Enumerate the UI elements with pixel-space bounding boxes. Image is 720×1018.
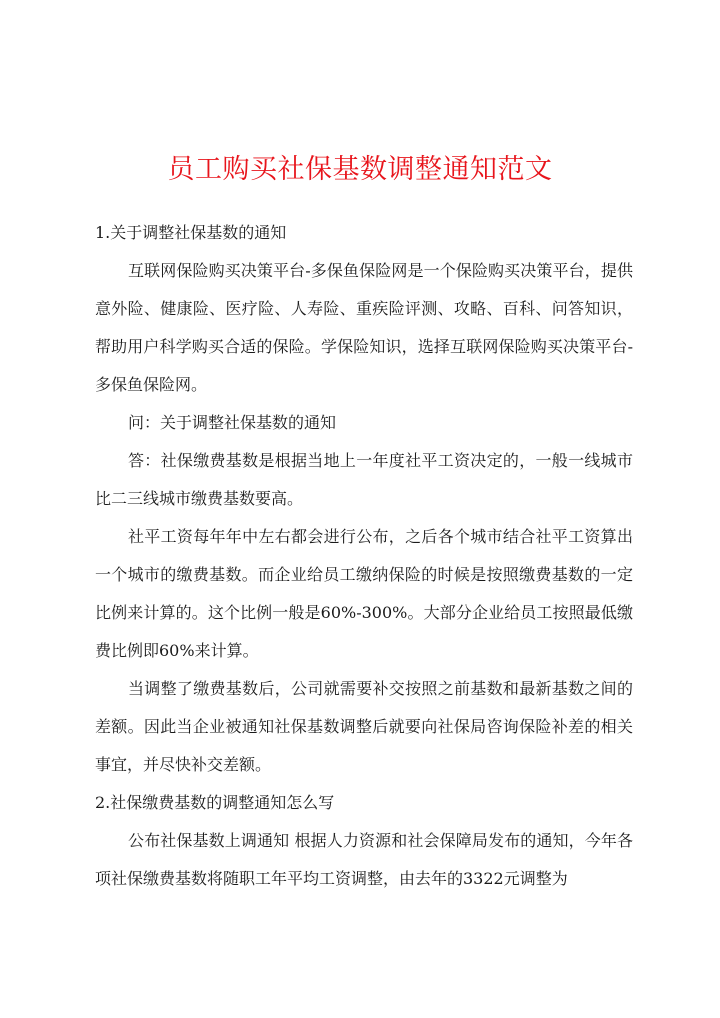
paragraph: 互联网保险购买决策平台-多保鱼保险网是一个保险购买决策平台，提供意外险、健康险、医疗险、人寿险、重疾险评测、攻略、百科、问答知识，帮助用户科学购买合适的保险。学保险知识，选择互联网保险购买决策平台-多保鱼保险网。	[95, 261, 633, 394]
paragraph: 公布社保基数上调通知 根据人力资源和社会保障局发布的通知，今年各项社保缴费基数将随职工年平均工资调整，由去年的3322元调整为	[95, 831, 633, 888]
paragraph: 问：关于调整社保基数的通知	[128, 413, 337, 432]
section-heading: 2.社保缴费基数的调整通知怎么写	[95, 793, 335, 812]
paragraph: 当调整了缴费基数后，公司就需要补交按照之前基数和最新基数之间的差额。因此当企业被通知社保基数调整后就要向社保局咨询保险补差的相关事宜，并尽快补交差额。	[95, 679, 633, 774]
document-body	[95, 214, 633, 898]
section-heading: 1.关于调整社保基数的通知	[95, 223, 287, 242]
paragraph: 社平工资每年年中左右都会进行公布，之后各个城市结合社平工资算出一个城市的缴费基数。而企业给员工缴纳保险的时候是按照缴费基数的一定比例来计算的。这个比例一般是60%-300%。大部分企业给员工按照最低缴费比例即60%来计算。	[95, 527, 633, 660]
document-title: 员工购买社保基数调整通知范文	[167, 154, 553, 185]
paragraph: 答：社保缴费基数是根据当地上一年度社平工资决定的，一般一线城市比二三线城市缴费基数要高。	[95, 451, 633, 508]
